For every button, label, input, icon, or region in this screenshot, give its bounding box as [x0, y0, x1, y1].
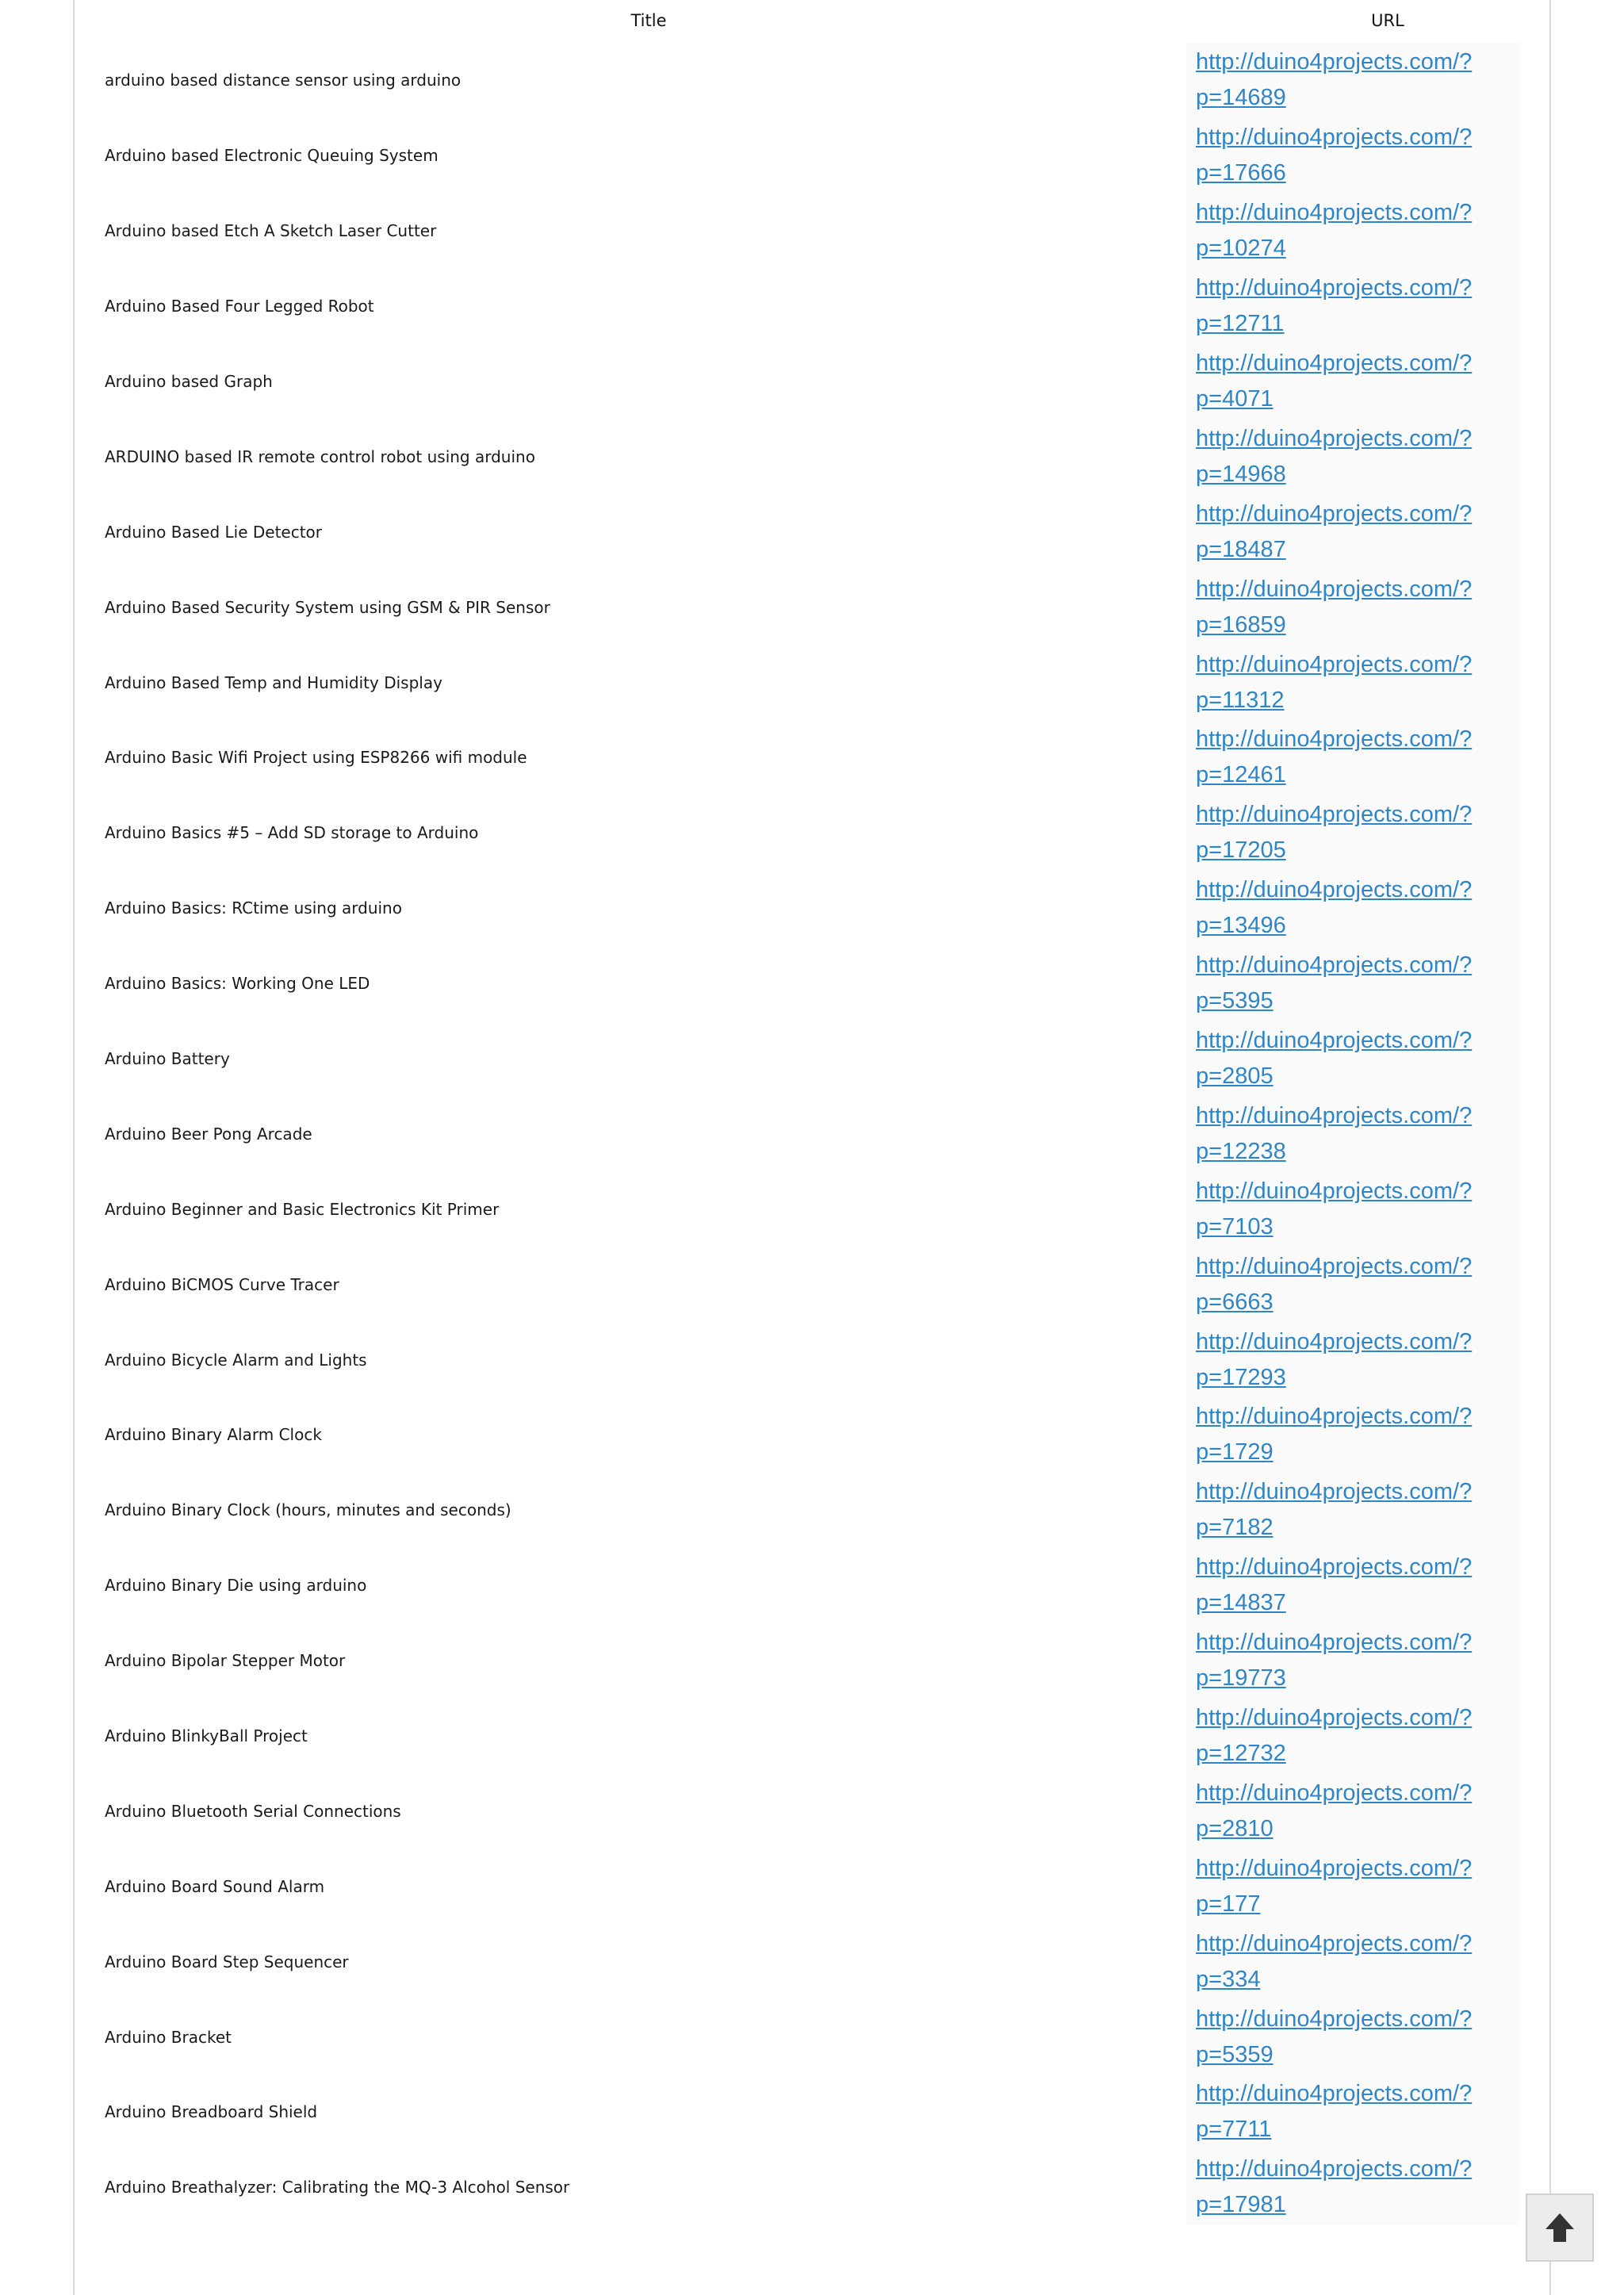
table-row	[75, 269, 1549, 344]
up-arrow-icon	[1544, 2212, 1576, 2243]
row-url-link[interactable]: http://duino4projects.com/?	[1196, 2156, 1473, 2182]
row-url-link[interactable]: http://duino4projects.com/?	[1196, 275, 1473, 301]
column-header-title: Title	[630, 11, 667, 30]
row-url-cell	[1186, 1473, 1519, 1548]
row-url-cell	[1186, 1699, 1519, 1774]
row-title: Arduino Binary Alarm Clock	[105, 1425, 322, 1445]
row-title: Arduino based Electronic Queuing System	[105, 146, 439, 166]
row-url-cell	[1186, 1096, 1519, 1171]
row-title: Arduino Breadboard Shield	[105, 2102, 318, 2122]
table-header	[75, 0, 1549, 43]
row-url-link[interactable]: http://duino4projects.com/?	[1196, 2081, 1473, 2107]
table-row	[75, 795, 1549, 871]
row-url-cell	[1186, 43, 1519, 118]
table-row	[75, 419, 1549, 494]
row-title: Arduino Bicycle Alarm and Lights	[105, 1350, 367, 1370]
row-title: arduino based distance sensor using arduino	[105, 71, 462, 90]
row-url-cell	[1186, 1021, 1519, 1097]
row-url-link[interactable]: http://duino4projects.com/?	[1196, 49, 1473, 75]
row-title: Arduino Beginner and Basic Electronics Kit Primer	[105, 1199, 500, 1219]
row-title: ARDUINO based IR remote control robot using arduino	[105, 446, 535, 466]
row-url-link[interactable]: http://duino4projects.com/?	[1196, 802, 1473, 828]
row-title: Arduino Based Lie Detector	[105, 522, 323, 542]
row-url-link[interactable]: http://duino4projects.com/?	[1196, 1705, 1473, 1731]
row-url-cell	[1186, 269, 1519, 344]
row-url-link[interactable]: http://duino4projects.com/?	[1196, 1328, 1473, 1354]
row-url-cell	[1186, 419, 1519, 494]
table-row	[75, 1397, 1549, 1473]
row-title: Arduino BlinkyBall Project	[105, 1726, 308, 1746]
row-url-cell	[1186, 1397, 1519, 1473]
row-url-link[interactable]: http://duino4projects.com/?	[1196, 1630, 1473, 1656]
row-url-cell	[1186, 2150, 1519, 2225]
row-url-link[interactable]: http://duino4projects.com/?	[1196, 351, 1473, 376]
row-url-cell	[1186, 1849, 1519, 1924]
row-url-link[interactable]: http://duino4projects.com/?	[1196, 1930, 1473, 1956]
table-row	[75, 1924, 1549, 1999]
row-title: Arduino Basic Wifi Project using ESP8266 wifi module	[105, 748, 527, 768]
row-title: Arduino Basics: RCtime using arduino	[105, 898, 402, 918]
row-url-link[interactable]: p=7711	[1196, 2117, 1272, 2143]
table-row	[75, 2075, 1549, 2150]
row-url-link[interactable]: p=14837	[1196, 1590, 1286, 1616]
row-url-cell	[1186, 118, 1519, 193]
table-row	[75, 494, 1549, 569]
row-url-cell	[1186, 795, 1519, 871]
row-url-link[interactable]: p=4071	[1196, 386, 1274, 412]
row-url-cell	[1186, 871, 1519, 946]
table-row	[75, 1021, 1549, 1097]
row-url-cell	[1186, 344, 1519, 420]
row-url-link[interactable]: http://duino4projects.com/?	[1196, 1253, 1473, 1279]
row-url-cell	[1186, 1322, 1519, 1397]
row-url-link[interactable]: http://duino4projects.com/?	[1196, 1178, 1473, 1204]
row-url-link[interactable]: p=14689	[1196, 85, 1286, 111]
row-url-link[interactable]: http://duino4projects.com/?	[1196, 1028, 1473, 1054]
row-url-link[interactable]: http://duino4projects.com/?	[1196, 1554, 1473, 1580]
table-row	[75, 1773, 1549, 1849]
row-url-link[interactable]: p=11312	[1196, 687, 1285, 713]
table-row	[75, 118, 1549, 193]
table-row	[75, 1849, 1549, 1924]
content-panel	[73, 0, 1551, 2295]
row-title: Arduino Based Four Legged Robot	[105, 297, 374, 316]
row-url-link[interactable]: http://duino4projects.com/?	[1196, 1479, 1473, 1505]
row-url-link[interactable]: http://duino4projects.com/?	[1196, 1404, 1473, 1430]
table-body	[75, 43, 1549, 2225]
row-url-link[interactable]: p=17666	[1196, 160, 1286, 186]
row-url-link[interactable]: p=12238	[1196, 1138, 1286, 1164]
column-header-url: URL	[1371, 11, 1404, 30]
table-row	[75, 1623, 1549, 1699]
table-row	[75, 1699, 1549, 1774]
row-url-link[interactable]: http://duino4projects.com/?	[1196, 1102, 1473, 1128]
row-url-link[interactable]: p=17293	[1196, 1364, 1286, 1390]
row-url-cell	[1186, 720, 1519, 795]
row-url-link[interactable]: p=5395	[1196, 988, 1274, 1014]
table-row	[75, 1171, 1549, 1247]
row-url-cell	[1186, 1171, 1519, 1247]
table-row	[75, 1473, 1549, 1548]
table-row	[75, 43, 1549, 118]
back-to-top-button[interactable]	[1526, 2193, 1594, 2262]
row-url-link[interactable]: http://duino4projects.com/?	[1196, 2006, 1473, 2032]
row-url-cell	[1186, 1623, 1519, 1699]
row-url-link[interactable]: p=334	[1196, 1966, 1261, 1992]
row-url-link[interactable]: http://duino4projects.com/?	[1196, 726, 1473, 753]
row-title: Arduino Beer Pong Arcade	[105, 1124, 312, 1144]
row-url-link[interactable]: p=12732	[1196, 1741, 1286, 1767]
row-url-link[interactable]: p=17981	[1196, 2192, 1286, 2218]
row-title: Arduino based Etch A Sketch Laser Cutter	[105, 221, 437, 241]
row-url-link[interactable]: http://duino4projects.com/?	[1196, 1855, 1473, 1881]
row-url-cell	[1186, 569, 1519, 645]
row-title: Arduino Basics: Working One LED	[105, 974, 370, 994]
table-row	[75, 344, 1549, 420]
row-title: Arduino Board Sound Alarm	[105, 1876, 325, 1896]
row-url-link[interactable]: p=7182	[1196, 1515, 1274, 1541]
row-title: Arduino Breathalyzer: Calibrating the MQ-3 Alcohol Sensor	[105, 2178, 570, 2197]
row-title: Arduino Battery	[105, 1049, 230, 1069]
row-title: Arduino Binary Clock (hours, minutes and seconds)	[105, 1500, 511, 1520]
row-url-cell	[1186, 494, 1519, 569]
table-row	[75, 720, 1549, 795]
row-url-link[interactable]: p=2810	[1196, 1815, 1274, 1841]
row-url-link[interactable]: http://duino4projects.com/?	[1196, 1780, 1473, 1806]
table-row	[75, 1322, 1549, 1397]
row-title: Arduino Basics #5 – Add SD storage to Arduino	[105, 823, 479, 843]
row-url-cell	[1186, 645, 1519, 720]
row-url-link[interactable]: http://duino4projects.com/?	[1196, 952, 1473, 979]
row-url-link[interactable]: http://duino4projects.com/?	[1196, 200, 1473, 226]
row-url-link[interactable]: p=5359	[1196, 2041, 1274, 2067]
row-url-cell	[1186, 1924, 1519, 1999]
row-url-link[interactable]: http://duino4projects.com/?	[1196, 125, 1473, 151]
row-url-link[interactable]: p=12461	[1196, 762, 1286, 788]
row-url-link[interactable]: p=19773	[1196, 1665, 1286, 1692]
table-row	[75, 1096, 1549, 1171]
row-url-link[interactable]: p=16859	[1196, 611, 1286, 638]
row-title: Arduino Bracket	[105, 2027, 232, 2047]
row-title: Arduino Bluetooth Serial Connections	[105, 1801, 401, 1821]
row-url-cell	[1186, 1548, 1519, 1623]
row-url-cell	[1186, 1773, 1519, 1849]
row-title: Arduino based Graph	[105, 372, 273, 391]
row-url-cell	[1186, 946, 1519, 1021]
row-url-cell	[1186, 1999, 1519, 2075]
row-url-link[interactable]: p=17205	[1196, 837, 1286, 864]
row-url-link[interactable]: p=12711	[1196, 311, 1285, 337]
row-title: Arduino BiCMOS Curve Tracer	[105, 1274, 339, 1294]
row-title: Arduino Based Temp and Humidity Display	[105, 672, 442, 692]
row-url-link[interactable]: p=10274	[1196, 236, 1286, 262]
table-row	[75, 946, 1549, 1021]
row-title: Arduino Bipolar Stepper Motor	[105, 1651, 346, 1671]
row-url-cell	[1186, 193, 1519, 269]
row-url-cell	[1186, 1247, 1519, 1322]
row-url-link[interactable]: http://duino4projects.com/?	[1196, 576, 1473, 602]
row-title: Arduino Board Step Sequencer	[105, 1952, 349, 1971]
row-title: Arduino Binary Die using arduino	[105, 1576, 367, 1596]
row-url-cell	[1186, 2075, 1519, 2150]
row-title: Arduino Based Security System using GSM & PIR Sensor	[105, 597, 550, 617]
table-row	[75, 1999, 1549, 2075]
table-row	[75, 2150, 1549, 2225]
table-row	[75, 1548, 1549, 1623]
row-url-link[interactable]: http://duino4projects.com/?	[1196, 500, 1473, 527]
row-url-link[interactable]: p=177	[1196, 1891, 1261, 1917]
table-row	[75, 193, 1549, 269]
row-url-link[interactable]: p=7103	[1196, 1213, 1274, 1239]
table-row	[75, 871, 1549, 946]
row-url-link[interactable]: p=6663	[1196, 1289, 1274, 1315]
row-url-link[interactable]: p=1729	[1196, 1439, 1274, 1466]
row-url-link[interactable]: p=13496	[1196, 913, 1286, 939]
table-row	[75, 1247, 1549, 1322]
row-url-link[interactable]: p=18487	[1196, 536, 1286, 562]
row-url-link[interactable]: http://duino4projects.com/?	[1196, 651, 1473, 677]
row-url-link[interactable]: p=2805	[1196, 1063, 1274, 1090]
table-row	[75, 569, 1549, 645]
row-url-link[interactable]: http://duino4projects.com/?	[1196, 425, 1473, 451]
row-url-link[interactable]: http://duino4projects.com/?	[1196, 877, 1473, 903]
row-url-link[interactable]: p=14968	[1196, 461, 1286, 487]
table-row	[75, 645, 1549, 720]
